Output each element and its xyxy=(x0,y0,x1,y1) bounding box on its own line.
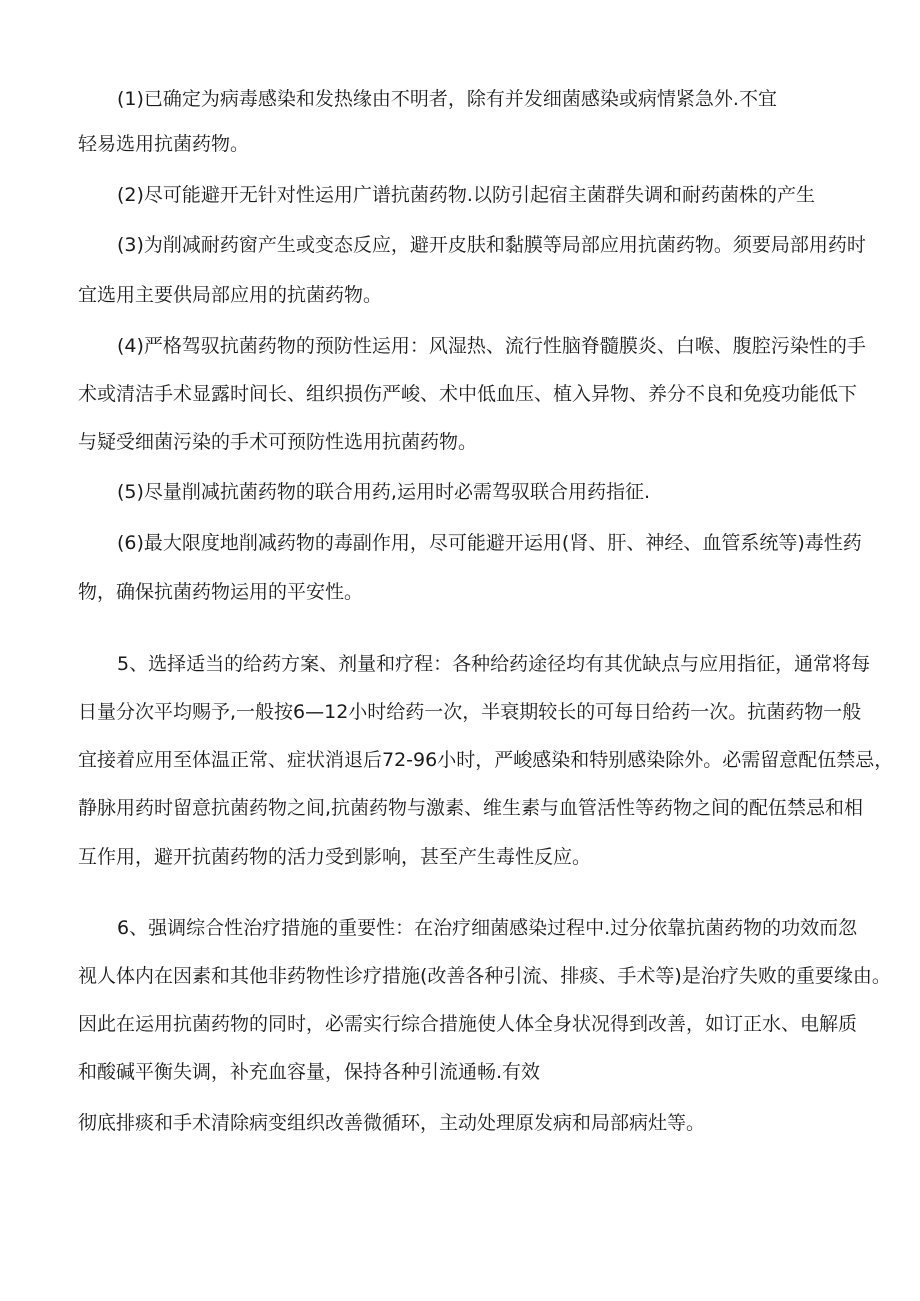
text-line: (1)已确定为病毒感染和发热缘由不明者，除有并发细菌感染或病情紧急外.不宜 xyxy=(117,88,777,110)
text-line: (4)严格驾驭抗菌药物的预防性运用：风湿热、流行性脑脊髓膜炎、白喉、腹腔污染性的手 xyxy=(117,335,866,357)
text-line: (3)为削减耐药窗产生或变态反应，避开皮肤和黏膜等局部应用抗菌药物。须要局部用药时 xyxy=(117,234,866,256)
text-line: 因此在运用抗菌药物的同时，必需实行综合措施使人体全身状况得到改善，如订正水、电解质 xyxy=(78,1013,858,1035)
text-line: 物，确保抗菌药物运用的平安性。 xyxy=(78,581,364,603)
text-line: 术或清洁手术显露时间长、组织损伤严峻、术中低血压、植入异物、养分不良和免疫功能低下 xyxy=(78,383,858,405)
text-line: 宜选用主要供局部应用的抗菌药物。 xyxy=(78,284,383,306)
text-line: (2)尽可能避开无针对性运用广谱抗菌药物.以防引起宿主菌群失调和耐药菌株的产生 xyxy=(117,184,815,206)
text-line: 轻易选用抗菌药物。 xyxy=(78,133,250,155)
text-line: (6)最大限度地削减药物的毒副作用，尽可能避开运用(肾、肝、神经、血管系统等)毒性药 xyxy=(117,532,862,554)
text-line: 静脉用药时留意抗菌药物之间,抗菌药物与激素、维生素与血管活性等药物之间的配伍禁忌和相 xyxy=(78,797,864,819)
text-line: 日量分次平均赐予,一般按6—12小时给药一次，半衰期较长的可每日给药一次。抗菌药物一般 xyxy=(78,701,862,723)
text-line: (5)尽量削减抗菌药物的联合用药,运用时必需驾驭联合用药指征. xyxy=(117,481,650,503)
text-line: 互作用，避开抗菌药物的活力受到影响，甚至产生毒性反应。 xyxy=(78,846,592,868)
text-line: 5、选择适当的给药方案、剂量和疗程：各种给药途径均有其优缺点与应用指征，通常将每 xyxy=(117,653,871,675)
text-line: 视人体内在因素和其他非药物性诊疗措施(改善各种引流、排痰、手术等)是治疗失败的重要缘由。 xyxy=(78,965,891,987)
text-line: 和酸碱平衡失调，补充血容量，保持各种引流通畅.有效 xyxy=(78,1061,541,1083)
text-line: 宜接着应用至体温正常、症状消退后72-96小时，严峻感染和特别感染除外。必需留意配伍禁忌， xyxy=(78,749,894,771)
text-line: 彻底排痰和手术清除病变组织改善微循环，主动处理原发病和局部病灶等。 xyxy=(78,1112,706,1134)
text-line: 6、强调综合性治疗措施的重要性：在治疗细菌感染过程中.过分依靠抗菌药物的功效而忽 xyxy=(117,917,858,939)
text-line: 与疑受细菌污染的手术可预防性选用抗菌药物。 xyxy=(78,431,478,453)
